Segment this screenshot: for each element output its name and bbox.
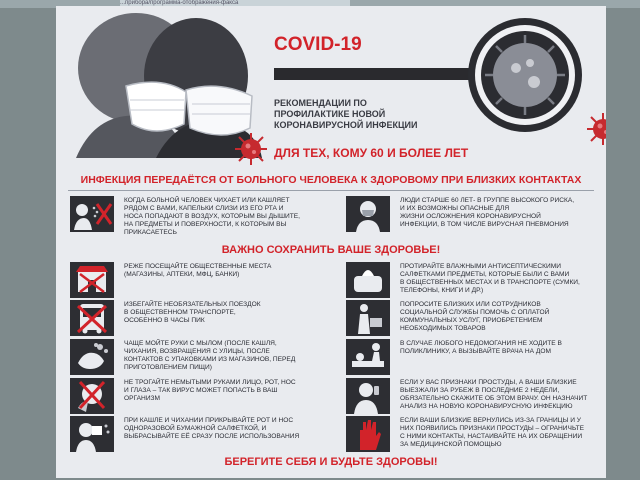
text-line: ОСОБЕННО В ЧАСЫ ПИК xyxy=(124,317,205,324)
text-line: РЕЖЕ ПОСЕЩАЙТЕ ОБЩЕСТВЕННЫЕ МЕСТА xyxy=(124,263,272,270)
item-text xyxy=(400,263,600,295)
delivery-icon xyxy=(346,300,390,336)
age-audience-line: ДЛЯ ТЕХ, КОМУ 60 И БОЛЕЕ ЛЕТ xyxy=(274,146,469,160)
recommend-line: ПРОФИЛАКТИКЕ НОВОЙ xyxy=(274,109,386,119)
item-text xyxy=(400,301,600,333)
section-divider xyxy=(68,190,594,191)
text-line: РЯДОМ С ВАМИ, КАПЕЛЬКИ СЛИЗИ ИЗ ЕГО РТА И xyxy=(124,205,284,212)
phone-call-icon xyxy=(346,378,390,414)
text-line: ИЗБЕГАЙТЕ НЕОБЯЗАТЕЛЬНЫХ ПОЕЗДОК xyxy=(124,301,261,308)
list-item xyxy=(70,339,326,375)
item-text xyxy=(400,197,600,229)
recommend-line: КОРОНАВИРУСНОЙ ИНФЕКЦИИ xyxy=(274,120,418,130)
list-item xyxy=(70,262,326,298)
list-item xyxy=(70,300,326,336)
text-line: И ГЛАЗА – ТАК ВИРУС МОЖЕТ ПОПАСТЬ В ВАШ xyxy=(124,387,278,394)
item-text xyxy=(124,340,324,372)
list-item xyxy=(346,416,602,452)
text-line: ИНФЕКЦИИ, В ТОМ ЧИСЛЕ ВИРУСНАЯ ПНЕВМОНИЯ xyxy=(400,221,569,228)
transmission-headline: ИНФЕКЦИЯ ПЕРЕДАЁТСЯ ОТ БОЛЬНОГО ЧЕЛОВЕКА К ЗДОРОВОМУ ПРИ БЛИЗКИХ КОНТАКТАХ xyxy=(80,174,582,186)
text-line: ЧИХАНИЯ, ВОЗВРАЩЕНИЯ С УЛИЦЫ, ПОСЛЕ xyxy=(124,348,270,355)
list-item xyxy=(346,262,602,298)
coronavirus-illustration-icon xyxy=(466,16,584,134)
text-line: НЕ ТРОГАЙТЕ НЕМЫТЫМИ РУКАМИ ЛИЦО, РОТ, НОС xyxy=(124,379,296,386)
small-virus-icon xyxy=(234,132,268,166)
item-text xyxy=(124,417,324,441)
recommendations-heading xyxy=(274,98,474,131)
list-item xyxy=(346,300,602,336)
text-line: (МАГАЗИНЫ, АПТЕКИ, МФЦ, БАНКИ) xyxy=(124,271,240,278)
list-item xyxy=(70,378,326,414)
text-line: ЕСЛИ ВАШИ БЛИЗКИЕ ВЕРНУЛИСЬ ИЗ-ЗА ГРАНИЦЫ И У xyxy=(400,417,581,424)
list-item xyxy=(346,378,602,414)
item-text xyxy=(124,301,324,325)
item-text xyxy=(400,379,600,411)
text-line: ТЕЛЕФОНЫ, КНИГИ И ДР.) xyxy=(400,287,484,294)
hand-wash-icon xyxy=(70,339,114,375)
text-line: ПРОТИРАЙТЕ ВЛАЖНЫМИ АНТИСЕПТИЧЕСКИМИ xyxy=(400,263,561,270)
text-line: АНАЛИЗ НА НОВУЮ КОРОНАВИРУСНУЮ ИНФЕКЦИЮ xyxy=(400,403,573,410)
item-text xyxy=(400,340,600,356)
doctor-home-icon xyxy=(346,339,390,375)
text-line: КОНТАКТОВ С УПАКОВКАМИ ИЗ МАГАЗИНОВ, ПЕРЕД xyxy=(124,356,296,363)
text-line: ОРГАНИЗМ xyxy=(124,395,161,402)
text-line: ПРИКАСАЕТЕСЬ xyxy=(124,229,177,236)
elderly-mask-icon xyxy=(346,196,390,232)
text-line: ЖИЗНИ ОСЛОЖНЕНИЯ КОРОНАВИРУСНОЙ xyxy=(400,213,541,220)
text-line: САЛФЕТКАМИ ПРЕДМЕТЫ, КОТОРЫЕ БЫЛИ С ВАМИ xyxy=(400,271,570,278)
browser-url-fragment: ...прибора/программа-отображения-факса xyxy=(120,0,350,6)
text-line: ЕСЛИ У ВАС ПРИЗНАКИ ПРОСТУДЫ, А ВАШИ БЛИЗКИЕ xyxy=(400,379,577,386)
wipes-icon xyxy=(346,262,390,298)
list-item xyxy=(70,416,326,452)
text-line: ПРИГОТОВЛЕНИЕМ ПИЩИ) xyxy=(124,364,212,371)
list-item xyxy=(70,196,326,236)
item-text xyxy=(124,379,324,403)
text-line: ПОПРОСИТЕ БЛИЗКИХ ИЛИ СОТРУДНИКОВ xyxy=(400,301,541,308)
text-line: В СЛУЧАЕ ЛЮБОГО НЕДОМОГАНИЯ НЕ ХОДИТЕ В xyxy=(400,340,562,347)
text-line: ПОЛИКЛИНИКУ, А ВЫЗЫВАЙТЕ ВРАЧА НА ДОМ xyxy=(400,348,551,355)
poster-title: COVID-19 xyxy=(274,34,362,55)
list-item xyxy=(346,339,602,375)
store-icon xyxy=(70,262,114,298)
text-line: СОЦИАЛЬНОЙ СЛУЖБЫ ПОМОЧЬ С ОПЛАТОЙ xyxy=(400,309,550,316)
item-text xyxy=(124,263,324,279)
text-line: И ИХ ВОЗМОЖНЫ ОПАСНЫЕ ДЛЯ xyxy=(400,205,510,212)
take-care-title: БЕРЕГИТЕ СЕБЯ И БУДЬТЕ ЗДОРОВЫ! xyxy=(224,456,438,468)
item-text xyxy=(124,197,324,237)
text-line: ОБЯЗАТЕЛЬНО СКАЖИТЕ ОБ ЭТОМ ВРАЧУ. ОН НАЗНАЧИТ xyxy=(400,395,588,402)
bus-crossed-icon xyxy=(70,300,114,336)
text-line: ЗА МЕДИЦИНСКОЙ ПОМОЩЬЮ xyxy=(400,441,502,448)
text-line: КОГДА БОЛЬНОЙ ЧЕЛОВЕК ЧИХАЕТ ИЛИ КАШЛЯЕТ xyxy=(124,197,290,204)
cough-spread-icon xyxy=(70,196,114,232)
small-virus-icon xyxy=(586,112,606,146)
text-line: ЛЮДИ СТАРШЕ 60 ЛЕТ- В ГРУППЕ ВЫСОКОГО РИСКА, xyxy=(400,197,575,204)
text-line: НИХ ПОЯВИЛИСЬ ПРИЗНАКИ ПРОСТУДЫ – ОГРАНИЧЬТЕ xyxy=(400,425,585,432)
text-line: НОСА ПОПАДАЮТ В ВОЗДУХ, КОТОРЫМ ВЫ ДЫШИТЕ, xyxy=(124,213,301,220)
recommend-line: РЕКОМЕНДАЦИИ ПО xyxy=(274,98,367,108)
covid-poster xyxy=(56,6,606,478)
text-line: ОДНОРАЗОВОЙ БУМАЖНОЙ САЛФЕТКОЙ, И xyxy=(124,425,267,432)
important-health-title: ВАЖНО СОХРАНИТЬ ВАШЕ ЗДОРОВЬЕ! xyxy=(221,244,441,256)
text-line: ВЫБРАСЫВАЙТЕ ЕЁ СРАЗУ ПОСЛЕ ИСПОЛЬЗОВАНИЯ xyxy=(124,433,300,440)
text-line: ВЫЕЗЖАЛИ ЗА РУБЕЖ В ПОСЛЕДНИЕ 2 НЕДЕЛИ, xyxy=(400,387,560,394)
sneeze-tissue-icon xyxy=(70,416,114,452)
item-text xyxy=(400,417,600,449)
text-line: НА ПРЕДМЕТЫ И ПОВЕРХНОСТИ, К КОТОРЫМ ВЫ xyxy=(124,221,287,228)
text-line: ЧАЩЕ МОЙТЕ РУКИ С МЫЛОМ (ПОСЛЕ КАШЛЯ, xyxy=(124,340,277,347)
text-line: В ОБЩЕСТВЕННОМ ТРАНСПОРТЕ, xyxy=(124,309,236,316)
stop-hand-icon xyxy=(346,416,390,452)
text-line: С НИМИ КОНТАКТЫ, НАСТАИВАЙТЕ НА ИХ ОБРАЩЕНИИ xyxy=(400,433,583,440)
text-line: В ОБЩЕСТВЕННЫХ МЕСТАХ И В ТРАНСПОРТЕ (СУМКИ, xyxy=(400,279,580,286)
text-line: КОММУНАЛЬНЫХ УСЛУГ, ПРИОБРЕТЕНИЕМ xyxy=(400,317,543,324)
list-item xyxy=(346,196,602,232)
text-line: НЕОБХОДИМЫХ ТОВАРОВ xyxy=(400,325,486,332)
text-line: ПРИ КАШЛЕ И ЧИХАНИИ ПРИКРЫВАЙТЕ РОТ И НОС xyxy=(124,417,294,424)
face-touch-crossed-icon xyxy=(70,378,114,414)
